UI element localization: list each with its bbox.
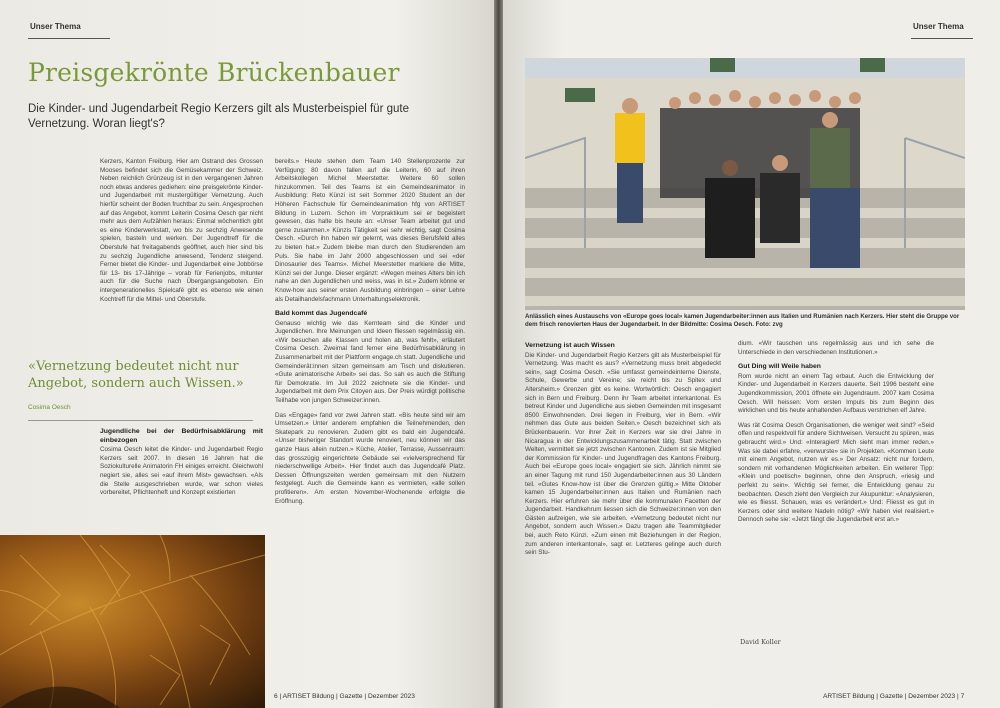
group-photo bbox=[525, 58, 965, 310]
paragraph: Was rät Cosima Oesch Organisationen, die weniger weit sind? «Seid offen und respektvoll für andere Sichtweisen. Versucht zu spüren, was gebraucht wird.» Und: «Interagiert! Mich sieht man immer reden.» Was sie dabei erfahre, «verwurste» sie in Projekten. «Kommen Leute mit einem Angebot, nutzen wir es.» Der Ansatz: nicht nur fordern, sondern mit vorhandenen Möglichkeiten arbeiten. Ein weiterer Tipp: «Klein und poetisch» beginnen, ohne den Anspruch, «riesig und perfekt zu sein». Wichtig sei ferner, die Entwicklung genau zu beobachten. Oesch zieht den Vergleich zur Akupunktur: «Analysieren, wie es fliesst. Schauen, was es verändert.» Und: Fliesst es gut in Kerzers oder sind weitere Nadeln nötig? «Wir haben viel realisiert.» Dennoch sehe sie: «Jetzt fängt die Jugendarbeit erst an.» bbox=[738, 421, 934, 524]
subheading: Jugendliche bei der Bedürfnisabklärung mit einbezogen bbox=[100, 428, 263, 444]
section-label: Unser Thema bbox=[30, 22, 81, 31]
right-page bbox=[503, 0, 1000, 708]
page-footer: 6 | ARTISET Bildung | Gazette | Dezember 2023 bbox=[274, 693, 415, 700]
left-column-1b bbox=[100, 426, 263, 504]
paragraph: Cosima Oesch leitet die Kinder- und Jugendarbeit Regio Kerzers seit 2007. In diesen 16 Jahren hat die Soziokulturelle Animatorin FH einiges erreicht. Gleichwohl negiert sie, alles sei «auf ihrem Mist» gewachsen. «Als die Stelle ausgeschrieben wurde, war schon vieles vorbereitet, Pflichtenheft und Konzept existierten bbox=[100, 446, 263, 497]
paragraph: Das «Engage» fand vor zwei Jahren statt. «Bis heute sind wir am Umsetzen.» Unter anderem empfahlen die Teilnehmenden, den Skatepark zu renovieren. Zudem gibt es bald ein Jugendcafé. «Unser bisheriger Standort wurde renoviert, neu können wir das ganze Haus allein nutzen.» Küche, Atelier, Terrasse, Aussenraum: das grosszügig eingerichtete Gebäude sei «vielversprechend für niederschwellige Arbeit». Hier findet auch das Jugendcafé Platz. Dessen Öffnungszeiten werden gemeinsam mit den Nutzern festgelegt. Auch die Gemeinde kann es vermieten, «alle sollen profitieren». Am ersten November-Wochenende erfolgte die Eröffnung. bbox=[275, 411, 465, 505]
subheading: Bald kommt das Jugendcafé bbox=[275, 310, 368, 318]
section-label: Unser Thema bbox=[913, 22, 964, 31]
paragraph: dium. «Wir tauschen uns regelmässig aus und ich sehe die Unterschiede in den verschiedenen Institutionen.» bbox=[738, 340, 934, 356]
photo-caption: Anlässlich eines Austauschs von «Europe goes local» kamen Jugendarbeiter:innen aus Italien und Rumänien nach Kerzers. Hier steht die Gruppe vor dem frisch renovierten Haus der Jugendarbeit. In der Bildmitte: Cosima Oesch. Foto: zvg bbox=[525, 313, 960, 328]
paragraph: Kerzers, Kanton Freiburg. Hier am Ostrand des Grossen Mooses befindet sich die Gemüsekammer der Schweiz. Neben reichlich Grünzeug ist in den vergangenen Jahren noch etwas anderes gediehen: eine preisgekrönte Kinder- und Jugendarbeit mit mustergültiger Vernetzung. Auch hierfür scheint der Boden fruchtbar zu sein. Angesprochen auf das Angebot, kommt Leiterin Cosima Oesch gar nicht mehr aus dem Aufzählen heraus: Einmal wöchentlich gibt es eine Kinderwerkstatt, wo bis zu sechzig Anwesende spielen, basteln und werken. Der Jugendtreff für die Oberstufe hat freitagabends geöffnet, auch hier sind bis zu sechzig Jugendliche anwesend, Tendenz steigend. Ferner bietet die Kinder- und Jugendarbeit eine Jobbörse für 13- bis 17-Jährige – vorab für Ferienjobs, mitunter auch für die Suche nach Übergangsangeboten. Ein intergenerationelles Spielcafé gibt es ebenso wie einen Kochtreff für die Mittel- und Oberstufe. bbox=[100, 158, 263, 303]
pull-quote: «Vernetzung bedeutet nicht nur Angebot, sondern auch Wissen.» bbox=[28, 359, 244, 391]
autumn-leaf-image bbox=[0, 535, 265, 708]
section-rule bbox=[911, 38, 973, 39]
paragraph: Rom wurde nicht an einem Tag erbaut. Auch die Entwicklung der Kinder- und Jugendarbeit in Kerzers dauerte. Seit 1996 besteht eine Jugendkommission, 2001 öffnete ein Jugendraum. 2007 kam Cosima Oesch. Will heissen: Vom ersten Impuls bis zum Beginn des wirklichen und bis heute anhaltenden Aufbaus verstrichen elf Jahre. bbox=[738, 372, 934, 415]
left-column-1 bbox=[100, 158, 263, 310]
paragraph: bereits.» Heute stehen dem Team 140 Stellenprozente zur Verfügung: 80 davon fallen auf die Leiterin, 60 auf ihren Arbeitskollegen Michel Meerstetter. Weitere 60 sollen hinzukommen. Teil des Teams ist ein Gemeindeanimator in Ausbildung: Reto Künzi ist seit Sommer 2020 Student an der Höheren Fachschule für Gemeindeanimation hfg von ARTISET Bildung in Luzern. Schon im Vorpraktikum sei er begeistert gewesen, das halte bis heute an: «Unser Team arbeitet gut und gerne zusammen.» Künzis Tätigkeit sei sehr wichtig, sagt Cosima Oesch. «Durch ihn haben wir gelernt, was dieses Berufsfeld alles zu bieten hat.» Zudem bleibe man durch den Studierenden am Puls. Sie habe im Jahr 2000 abgeschlossen und sei «der Dinosaurier des Teams». Michel Meerstetter markiere die Mitte, Künzi sei der Junge. Dieser ergänzt: «Wegen meines Alters bin ich nahe an den Jugendlichen und weiss, was in ist.» Zudem könne er Know-how aus seiner ersten Ausbildung einbringen – einer Lehre als Detailhandelsfachmann Unterhaltungselektronik. bbox=[275, 158, 465, 303]
quote-divider bbox=[28, 420, 253, 421]
pull-quote-author: Cosima Oesch bbox=[28, 404, 71, 411]
right-column-2 bbox=[738, 340, 934, 531]
spine-gutter bbox=[494, 0, 503, 708]
article-author: David Koller bbox=[740, 638, 781, 646]
subheading: Gut Ding will Weile haben bbox=[738, 363, 821, 371]
right-column-1 bbox=[525, 340, 721, 564]
page-footer: ARTISET Bildung | Gazette | Dezember 2023 | 7 bbox=[823, 693, 965, 700]
paragraph: Die Kinder- und Jugendarbeit Regio Kerzers gilt als Musterbeispiel für Vernetzung. Was macht es aus? «Vernetzung muss breit abgedeckt sein», sagt Cosima Oesch. «Sie umfasst gemeindeinterne Dienste, Schule, Gewerbe und Vereine; sie reicht bis zu Spitex und Altersheim.» Grenzen gibt es keine. Wortwörtlich: Oesch engagiert sich in Bern und Freiburg. Denn ihr Team arbeitet interkantonal. Es betreut Kinder und Jugendliche aus sieben Gemeinden mit insgesamt 8500 Einwohnenden. Drei liegen in Freiburg, vier in Bern. «Wir nehmen das Gute aus beiden Seiten.» Oesch bezeichnet sich als Brückenbauerin. Vor ihrer Zeit in Kerzers war sie drei Jahre in Nicaragua in der Entwicklungszusammenarbeit tätig. Statt zwischen Welten, vermittelt sie jetzt zwischen Kantonen. Zudem ist sie Mitglied der Kommission für Kinder- und Jugendfragen des Kantons Freiburg. Auch bei «Europe goes local» engagiert sie sich. Jährlich nimmt sie an einer Tagung mit rund 150 Jugendarbeiter:innen aus 30 Ländern teil. «Gutes Know-how ist über die Grenzen gültig.» Mitte Oktober kamen 15 Jugendarbeiter:innen aus Italien und Rumänien nach Kerzers. Hier erfuhren sie mehr über die kommunalen Facetten der Jugendarbeit. Handkehrum liessen sich die Schweizer:innen von den Gästen aufzeigen, wie sie arbeiten. «Vernetzung bedeutet nicht nur Angebot, sondern auch Wissen.» Dazu tragen alle Teammitglieder bei, auch Reto Künzi. «Zum einen mit Beziehungen in der Region, zum anderen interkantonal», sagt er. Letzteres gelinge auch durch sein Stu- bbox=[525, 351, 721, 557]
section-rule bbox=[28, 38, 110, 39]
subheading: Vernetzung ist auch Wissen bbox=[525, 342, 615, 349]
left-page bbox=[0, 0, 494, 708]
left-column-2 bbox=[275, 158, 465, 512]
paragraph: Genauso wichtig wie das Kernteam sind die Kinder und Jugendlichen. Ihre Meinungen und Ideen fliessen regelmässig ein. «Wir besuchen alle Klassen und holen ab, was fehlt», erläutert Cosima Oesch. Zweimal fand ferner eine Bedürfnisabklärung in Zusammenarbeit mit der Plattform engage.ch statt. Jugendliche und Gemeinderät:innen sitzen gemeinsam am Tisch und diskutieren. «Gute animatorische Arbeit» sei das. So sah es auch die Stiftung für Demokratie. Im Juli 2022 zeichnete sie die Kinder- und Jugendarbeit mit dem Prix Citoyen aus. Der Preis würdigt politische Teilhabe von jungen Schweizer:innen. bbox=[275, 319, 465, 405]
article-headline: Preisgekrönte Brückenbauer bbox=[28, 58, 400, 87]
article-lead: Die Kinder- und Jugendarbeit Regio Kerzers gilt als Musterbeispiel für gute Vernetzung. Woran liegt's? bbox=[28, 103, 409, 130]
